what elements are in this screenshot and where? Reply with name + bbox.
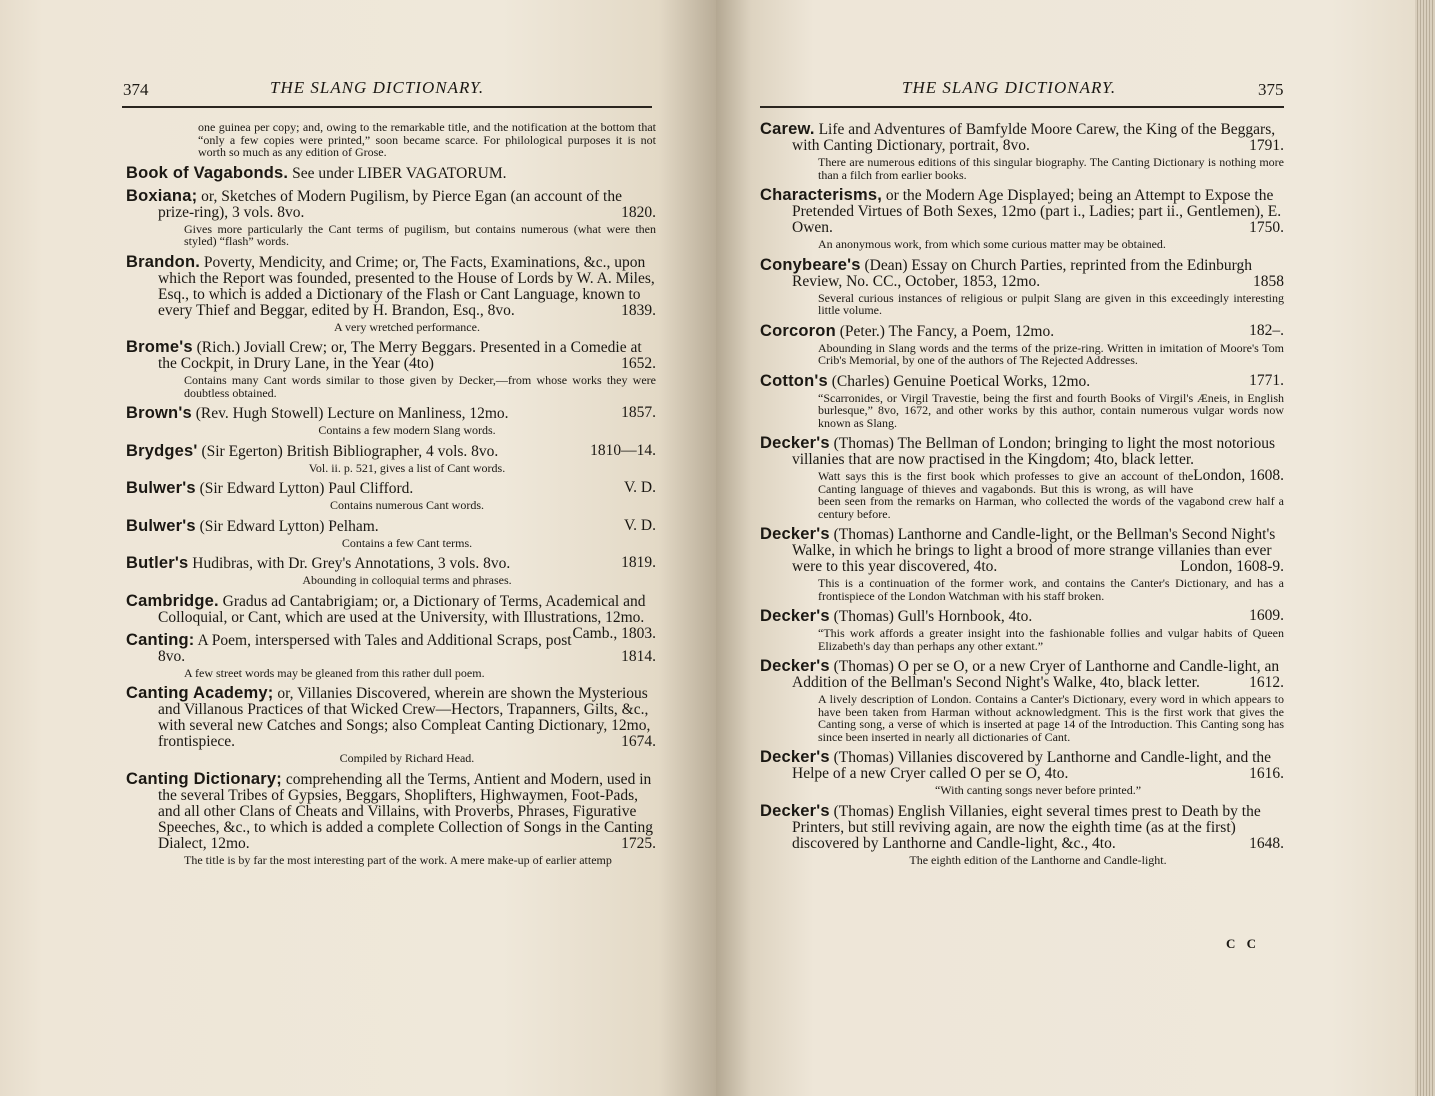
- entry-term: Carew.: [760, 120, 815, 138]
- entry-text: (Sir Egerton) British Bibliographer, 4 vols. 8vo.: [201, 442, 499, 460]
- entry-text: (Rev. Hugh Stowell) Lecture on Manliness, 12mo.: [195, 405, 509, 422]
- entry-text: (Sir Edward Lytton) Pelham.: [199, 517, 379, 535]
- entry-note: Watt says this is the first book which professes to give an account of the Canting language of thieves and vagabonds. But this is wrong, as will have been seen from the remarks on Harman, who collected the words of the vagabond crew half a century before.: [818, 469, 1284, 521]
- entry-date: London, 1608.: [1193, 467, 1284, 484]
- entry-text: Life and Adventures of Bamfylde Moore Carew, the King of the Beggars, with Canting Dictionary, portrait, 8vo.: [792, 121, 1276, 154]
- entry-text: (Thomas) Gull's Hornbook, 4to.: [833, 608, 1033, 625]
- bibliography-entry: [126, 254, 656, 334]
- entry-text: A Poem, interspersed with Tales and Additional Scraps, post 8vo.: [158, 631, 572, 665]
- entry-term: Cotton's: [760, 371, 828, 390]
- entry-term: Characterisms,: [760, 186, 883, 204]
- entry-text: comprehending all the Terms, Antient and Modern, used in the several Tribes of Gypsies, Beggars, Shoplifters, Highwaymen, Foot-Pads, and all other Clans of Cheats and Villains, with Proverbs, Phrases, Figurative Speeches, &c., to which is added a complete Collection of Songs in the Canting Dialect, 12mo.: [158, 770, 654, 852]
- entry-note: “With canting songs never before printed.”: [934, 783, 1142, 797]
- bibliography-entry: [760, 749, 1284, 797]
- left-page: [0, 0, 716, 1096]
- entry-term: Bulwer's: [126, 479, 196, 497]
- entry-term: Decker's: [760, 607, 830, 625]
- bibliography-entry: [760, 121, 1284, 181]
- bibliography-entry: [760, 373, 1284, 430]
- entry-date: 1612.: [1249, 674, 1284, 691]
- running-head: THE SLANG DICTIONARY.: [270, 78, 485, 97]
- entry-note: Abounding in colloquial terms and phrases.: [302, 573, 512, 587]
- bibliography-entry: [760, 526, 1284, 602]
- entry-text: (Thomas) O per se O, or a new Cryer of Lanthorne and Candle-light, an Addition of the Bellman's Second Night's Walke, 4to, black letter.: [792, 658, 1280, 691]
- entry-text: or, Sketches of Modern Pugilism, by Pierce Egan (an account of the prize-ring), 3 vols. 8vo.: [158, 187, 622, 221]
- bibliography-entry: [760, 435, 1284, 520]
- entry-text: Poverty, Mendicity, and Crime; or, The Facts, Examinations, &c., upon which the Report was founded, presented to the House of Lords by W. A. Miles, Esq., to which is added a Dictionary of the Flash or Cant Language, known to every Thief and Beggar, edited by H. Brandon, Esq., 8vo.: [158, 253, 655, 319]
- entry-date: 1648.: [1249, 834, 1284, 852]
- entry-note: Vol. ii. p. 521, gives a list of Cant words.: [308, 460, 506, 475]
- entry-list: [760, 121, 1284, 866]
- bibliography-entry: [126, 518, 656, 550]
- entry-date: 1750.: [1249, 219, 1284, 236]
- header-rule: [760, 106, 1284, 108]
- bibliography-entry: [760, 608, 1284, 652]
- bibliography-entry: [126, 685, 656, 765]
- bibliography-entry: [126, 339, 656, 399]
- entry-text: See under LIBER VAGATORUM.: [292, 164, 507, 182]
- right-column: [760, 121, 1284, 872]
- entry-text: Gradus ad Cantabrigiam; or, a Dictionary of Terms, Academical and Colloquial, or Cant, which are used at the University, with Illustrations, 12mo.: [158, 592, 646, 626]
- entry-date: 1819.: [621, 554, 656, 571]
- entry-date: 1771.: [1249, 371, 1284, 389]
- entry-note: “Scarronides, or Virgil Travestie, being the first and fourth Books of Virgil's Æneis, in English burlesque,” 8vo, 1672, and other works by this author, contain numerous vulgar words now known as Slang.: [818, 390, 1284, 430]
- entry-term: Brome's: [126, 338, 193, 356]
- signature-mark: C C: [1226, 936, 1261, 951]
- entry-text: or the Modern Age Displayed; being an Attempt to Expose the Pretended Virtues of Both Sexes, 12mo (part i., Ladies; part ii., Gentlemen), E. Owen.: [792, 187, 1282, 236]
- entry-date: V. D.: [623, 516, 656, 534]
- entry-date: 1810—14.: [590, 441, 656, 459]
- entry-date: 1820.: [621, 203, 656, 221]
- entry-text: (Rich.) Joviall Crew; or, The Merry Beggars. Presented in a Comedie at the Cockpit, in Drury Lane, in the Year (4to): [158, 339, 642, 372]
- entry-date: 1839.: [621, 301, 656, 319]
- bibliography-entry: [126, 165, 656, 182]
- entry-date: 1609.: [1249, 607, 1284, 624]
- entry-note: There are numerous editions of this singular biography. The Canting Dictionary is nothing more than a filch from earlier books.: [818, 155, 1284, 182]
- entry-text: (Peter.) The Fancy, a Poem, 12mo.: [839, 322, 1055, 340]
- entry-date: 1814.: [621, 647, 656, 665]
- entry-text: (Sir Edward Lytton) Paul Clifford.: [199, 480, 414, 497]
- bibliography-entry: [126, 771, 656, 867]
- bibliography-entry: [126, 443, 656, 475]
- entry-date: 182–.: [1249, 321, 1284, 339]
- lead-note: one guinea per copy; and, owing to the remarkable title, and the notification at the bottom that “only a few copies were printed,” soon became scarce. For philological purposes it is not worth so much as any edition of Grose.: [198, 120, 656, 159]
- entry-note: Contains a few Cant terms.: [341, 535, 473, 550]
- entry-note: A very wretched performance.: [334, 319, 480, 334]
- entry-date: London, 1608-9.: [1180, 558, 1284, 575]
- bibliography-entry: [760, 187, 1284, 251]
- entry-note: A lively description of London. Contains a Canter's Dictionary, every word in which appears to have been taken from Harman without acknowledgment. This is the first work that gives the Canting song, a verse of which is inserted at page 14 of the Introduction. This Canting song has since been inserted in nearly all dictionaries of Cant.: [818, 692, 1284, 744]
- entry-term: Boxiana;: [126, 186, 198, 205]
- bibliography-entry: [126, 480, 656, 512]
- entry-term: Canting Dictionary;: [126, 769, 282, 788]
- entry-text: Hudibras, with Dr. Grey's Annotations, 3 vols. 8vo.: [192, 555, 511, 572]
- entry-note: Contains a few modern Slang words.: [318, 423, 496, 437]
- entry-term: Canting Academy;: [126, 684, 274, 702]
- entry-text: (Thomas) Lanthorne and Candle-light, or the Bellman's Second Night's Walke, in which he brings to light a brood of more strange villanies than ever were to this year discovered, 4to.: [792, 526, 1276, 575]
- left-column: [126, 121, 656, 872]
- entry-term: Decker's: [760, 657, 830, 675]
- entry-date: 1725.: [621, 834, 656, 852]
- entry-note: An anonymous work, from which some curious matter may be obtained.: [818, 237, 1166, 251]
- entry-text: (Dean) Essay on Church Parties, reprinted from the Edinburgh Review, No. CC., October, 1853, 12mo.: [792, 256, 1253, 290]
- entry-list: [126, 165, 656, 867]
- entry-note: Contains many Cant words similar to those given by Decker,—from whose works they were doubtless obtained.: [184, 373, 656, 400]
- entry-note: Compiled by Richard Head.: [339, 751, 475, 765]
- entry-term: Book of Vagabonds.: [126, 163, 289, 182]
- entry-date: 1616.: [1249, 765, 1284, 782]
- entry-term: Butler's: [126, 554, 189, 572]
- entry-note: Several curious instances of religious or pulpit Slang are given in this exceedingly interesting little volume.: [818, 290, 1284, 317]
- bibliography-entry: [760, 323, 1284, 367]
- entry-text: (Thomas) English Villanies, eight several times prest to Death by the Printers, but still reviving again, are now the eighth time (as at the first) discovered by Lanthorne and Candle-light, &c., 4to.: [792, 802, 1261, 852]
- entry-term: Brown's: [126, 404, 192, 422]
- entry-date: 1674.: [621, 733, 656, 750]
- entry-note: Gives more particularly the Cant terms of pugilism, but contains numerous (what were then styled) “flash” words.: [184, 221, 656, 248]
- entry-date: 1857.: [621, 404, 656, 421]
- bibliography-entry: [126, 405, 656, 437]
- entry-term: Brandon.: [126, 252, 201, 271]
- entry-note: Contains numerous Cant words.: [330, 498, 484, 512]
- bibliography-entry: [760, 257, 1284, 317]
- page-number: 374: [123, 80, 149, 99]
- entry-text: (Thomas) The Bellman of London; bringing to light the most notorious villanies that are now practised in the Kingdom; 4to, black letter.: [792, 435, 1276, 468]
- page-number: 375: [1258, 80, 1284, 99]
- entry-text: (Thomas) Villanies discovered by Lanthorne and Candle-light, and the Helpe of a new Cryer called O per se O, 4to.: [792, 749, 1272, 782]
- entry-term: Corcoron: [760, 321, 836, 340]
- entry-term: Bulwer's: [126, 516, 196, 535]
- entry-date: V. D.: [623, 479, 656, 496]
- entry-note: The eighth edition of the Lanthorne and Candle-light.: [909, 852, 1167, 867]
- bibliography-entry: [126, 188, 656, 248]
- entry-text: or, Villanies Discovered, wherein are shown the Mysterious and Villanous Practices of that Wicked Crew—Hectors, Trapanners, Gilts, &c., with several new Catches and Songs; also Compleat Canting Dictionary, 12mo, frontispiece.: [158, 685, 651, 750]
- entry-note: A few street words may be gleaned from this rather dull poem.: [184, 665, 485, 680]
- entry-term: Decker's: [760, 434, 830, 452]
- entry-term: Decker's: [760, 801, 830, 820]
- entry-term: Brydges': [126, 441, 198, 460]
- entry-note: Abounding in Slang words and the terms of the prize-ring. Written in imitation of Moore's Tom Crib's Memorial, by one of the authors of The Rejected Addresses.: [818, 340, 1284, 367]
- entry-date: 1791.: [1249, 137, 1284, 154]
- entry-term: Canting:: [126, 630, 195, 649]
- entry-note: “This work affords a greater insight into the fashionable follies and vulgar habits of Queen Elizabeth's day than perhaps any other extant.”: [818, 626, 1284, 653]
- entry-date: Camb., 1803.: [572, 624, 656, 642]
- entry-text: (Charles) Genuine Poetical Works, 12mo.: [831, 372, 1091, 390]
- entry-term: Conybeare's: [760, 255, 861, 274]
- bibliography-entry: [126, 555, 656, 587]
- right-page: [716, 0, 1415, 1096]
- header-rule: [122, 106, 652, 108]
- entry-term: Cambridge.: [126, 591, 219, 610]
- running-head: THE SLANG DICTIONARY.: [902, 78, 1117, 97]
- page-edges: [1415, 0, 1435, 1096]
- entry-date: 1858: [1253, 272, 1284, 290]
- entry-date: 1652.: [621, 355, 656, 372]
- entry-note: This is a continuation of the former work, and contains the Canter's Dictionary, and has a frontispiece of the London Watchman with his staff broken.: [818, 576, 1284, 603]
- entry-note: The title is by far the most interesting part of the work. A mere make-up of earlier attemp: [184, 852, 612, 867]
- entry-term: Decker's: [760, 525, 830, 543]
- bibliography-entry: [760, 803, 1284, 867]
- bibliography-entry: [760, 658, 1284, 743]
- entry-term: Decker's: [760, 748, 830, 766]
